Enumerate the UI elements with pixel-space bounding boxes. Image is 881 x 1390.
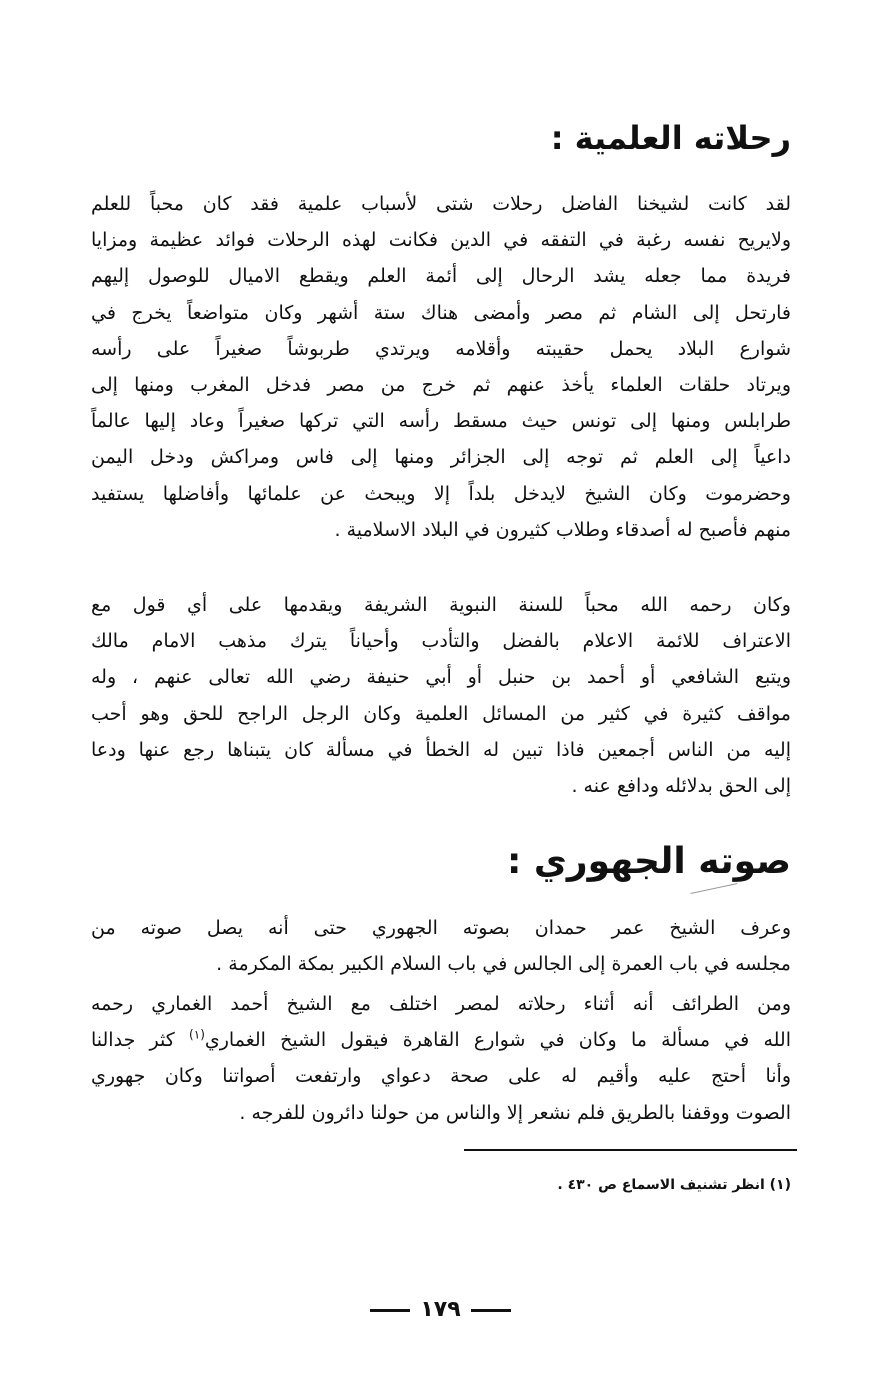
- paragraph-travels: [91, 186, 791, 548]
- text-line: الاعتراف للائمة الاعلام بالفضل والتأدب وأحياناً يترك مذهب الامام مالك: [91, 630, 791, 653]
- text-line: شوارع البلاد يحمل حقيبته وأقلامه ويرتدي طربوشاً صغيراً على رأسه: [91, 337, 791, 360]
- section-heading-travels: رحلاته العلمية :: [550, 119, 791, 157]
- dash-right: [471, 1309, 511, 1312]
- text-line: مجلسه في باب العمرة إلى الجالس في باب السلام الكبير بمكة المكرمة .: [216, 953, 791, 976]
- text-line: إلى الحق بدلائله ودافع عنه .: [571, 774, 791, 797]
- text-line: منهم فأصبح له أصدقاء وطلاب كثيرون في البلاد الاسلامية .: [334, 518, 791, 541]
- paragraph-voice: [91, 910, 791, 982]
- paragraph-anecdote: [91, 986, 791, 1131]
- text-line: لقد كانت لشيخنا الفاضل رحلات شتى لأسباب علمية فقد كان محباً للعلم: [91, 193, 791, 215]
- text-line: وكان رحمه الله محباً للسنة النبوية الشريفة ويقدمها على أي قول مع: [91, 594, 791, 616]
- dash-left: [370, 1309, 410, 1312]
- text-line: إليه من الناس أجمعين فاذا تبين له الخطأ في مسألة كان يتبناها رجع عنها ودعا: [91, 738, 791, 761]
- text-line: وعرف الشيخ عمر حمدان بصوته الجهوري حتى أنه يصل صوته من: [91, 917, 791, 939]
- text-line: فريدة مما جعله يشد الرحال إلى أئمة العلم ويقطع الاميال للوصول إليهم: [91, 265, 791, 288]
- text-segment: كثر جدالنا: [91, 1029, 190, 1052]
- text-line: مواقف كثيرة في كثير من المسائل العلمية وكان الرجل الراجح للحق وهو أحب: [91, 702, 791, 725]
- footnote: (١) انظر تشنيف الاسماع ص ٤٣٠ .: [557, 1177, 791, 1193]
- text-line: فارتحل إلى الشام ثم مصر وأمضى هناك ستة أشهر وكان متواضعاً يخرج في: [91, 301, 791, 324]
- decorative-stroke: [690, 883, 737, 894]
- footnote-reference: (١): [189, 1027, 205, 1042]
- text-line: ويتبع الشافعي أو أحمد بن حنبل أو أبي حنيفة رضي الله تعالى عنهم ، وله: [91, 666, 791, 689]
- text-line: الصوت ووقفنا بالطريق فلم نشعر إلا والناس من حولنا دائرون للفرجه .: [239, 1101, 791, 1124]
- page-number-row: [0, 1295, 881, 1325]
- text-line: ومن الطرائف أنه أثناء رحلاته لمصر اختلف مع الشيخ أحمد الغماري رحمه: [91, 993, 791, 1015]
- paragraph-sunnah: [91, 587, 791, 804]
- text-line: وأنا أحتج عليه وأقيم له على صحة دعواي وارتفعت أصواتنا وكان جهوري: [91, 1065, 791, 1088]
- text-segment: الله في مسألة ما وكان في شوارع القاهرة فيقول الشيخ الغماري: [204, 1029, 791, 1052]
- text-line: ولايريح نفسه رغبة في التفقه في الدين فكانت لهذه الرحلات فوائد عظيمة ومزايا: [91, 229, 791, 252]
- text-line: طرابلس ومنها إلى تونس حيث مسقط رأسه التي تركها صغيراً وعاد إليها عالماً: [91, 410, 791, 433]
- page-number: ١٧٩: [420, 1297, 461, 1322]
- text-line: [91, 1022, 791, 1058]
- text-line: داعياً إلى العلم ثم توجه إلى الجزائر ومنها إلى فاس ومراكش ودخل اليمن: [91, 446, 791, 469]
- section-heading-voice: صوته الجهوري :: [506, 841, 791, 882]
- text-line: وحضرموت وكان الشيخ لايدخل بلداً إلا ويبحث عن علمائها وأفاضلها يستفيد: [91, 482, 791, 505]
- text-line: ويرتاد حلقات العلماء يأخذ عنهم ثم خرج من مصر فدخل المغرب ومنها إلى: [91, 373, 791, 396]
- footnote-separator: [464, 1149, 797, 1151]
